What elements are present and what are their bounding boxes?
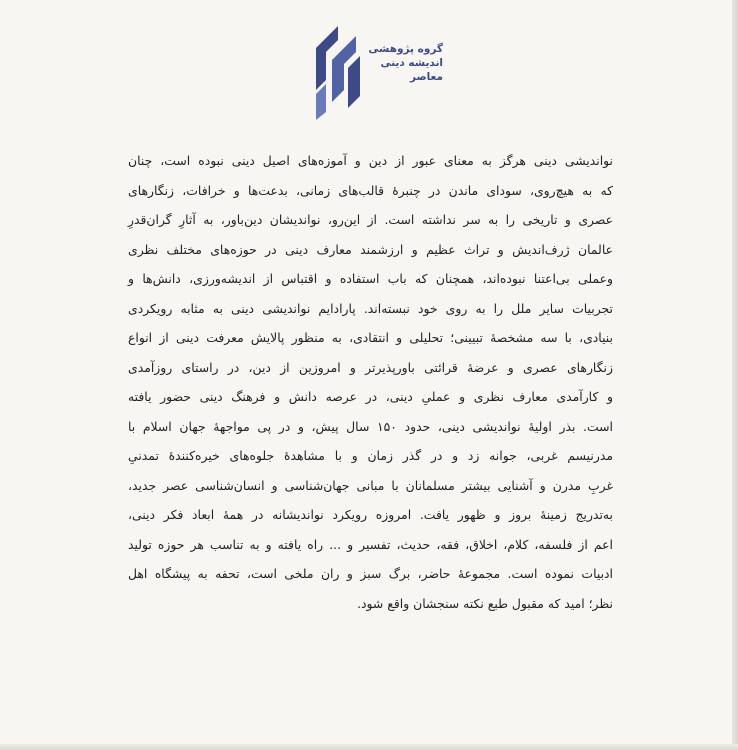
text-line-13: به‌تدریج زمینهٔ بروز و ظهور یافت. امروزه رویکرد نواندیشانه در همهٔ ابعاد فکر دینی، [128, 507, 613, 522]
logo-text [368, 42, 443, 84]
text-line-15: ادبیات نموده است. مجموعهٔ حاضر، برگ سبز و ران ملخی است، تحفه به پیشگاه اهل [128, 566, 613, 581]
body-paragraph [128, 146, 613, 618]
text-line-3: عصری و تاریخی را به سر نداشته است. از این‌رو، نواندیشان دین‌باور، به آثارِ گران‌قدرِ [128, 212, 613, 227]
text-line-4: عالمان ژرف‌اندیش و تراث عظیم و ارزشمند معارف دینی در حوزه‌های مختلف نظری [128, 241, 613, 257]
text-line-16: نظر؛ امید که مقبول طبع نکته سنجشان واقع شود. [357, 595, 613, 611]
text-line-11: مدرنیسم غربی، جوانه زد و در گذر زمان و با مشاهدهٔ جلوه‌های خیره‌کنندهٔ تمدنیِ [128, 448, 613, 463]
logo-line-2: اندیشه دینی [380, 57, 443, 69]
page-edge-bottom [0, 744, 738, 750]
text-line-2: که به هیچ‌روی، سودای ماندن در چنبرهٔ قالب‌های زمانی، بدعت‌ها و خرافات، زنگارهای [128, 182, 613, 198]
text-line-5: وعملی بی‌اعتنا نبوده‌اند، همچنان که باب استفاده و اقتباس از اندیشه‌ورزی، دانش‌ها و [128, 271, 613, 286]
page-edge-right [732, 0, 738, 750]
text-line-6: تجربیات سایر ملل را به روی خود نبسته‌اند. پارادایم نواندیشی دینی به مثابه رویکردی [128, 300, 613, 316]
logo [308, 20, 443, 122]
logo-line-3: معاصر [409, 71, 443, 83]
text-line-12: غربِ مدرن و آشنایی بیشتر مسلمانان با مبانی جهان‌شناسی و انسان‌شناسی عصر جدید، [128, 477, 613, 493]
text-line-10: است. بذر اولیهٔ نواندیشی دینی، حدود ۱۵۰ سال پیش، و در پی مواجههٔ جهان اسلام با [128, 418, 613, 434]
text-line-8: زنگارهای عصری و عرضهٔ قرائتی باورپذیرتر و امروزین از دین، در راستای روزآمدی [128, 359, 613, 375]
text-line-9: و کارآمدی معارف نظری و عملیِ دینی، در عرصه دانش و فرهنگ دینی حضور یافته [128, 389, 613, 404]
logo-line-1: گروه پژوهشی [368, 43, 443, 55]
text-line-7: بنیادی، با سه مشخصهٔ تبیینی؛ تحلیلی و انتقادی، به منظور پالایش معرفت دینی از انواع [128, 330, 613, 345]
text-line-14: اعم از فلسفه، کلام، اخلاق، فقه، حدیث، تفسیر و ... راه یافته و به تناسب هر حوزه تولید [128, 536, 613, 552]
logo-mark-icon [308, 20, 366, 122]
text-line-1: نواندیشی دینی هرگز به معنای عبور از دین و آموزه‌های اصیل دینی نبوده است، چنان [128, 153, 613, 168]
